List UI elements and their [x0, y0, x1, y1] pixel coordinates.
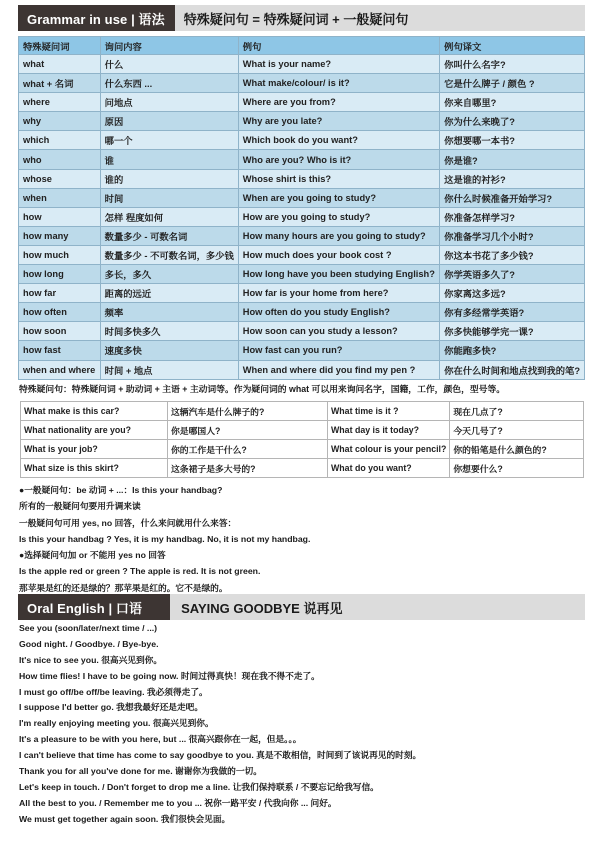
column-header: 例句译文: [440, 37, 585, 55]
phrase-line: It's a pleasure to be with you here, but ... 很高兴跟你在一起，但是。。。: [19, 734, 302, 745]
note-line: 那苹果是红的还是绿的？那苹果是红的。它不是绿的。: [19, 582, 228, 593]
table-header-row: [19, 37, 585, 55]
phrase-line: Good night. / Goodbye. / Bye-bye.: [19, 638, 159, 649]
table-row: [21, 459, 584, 478]
column-header: 特殊疑问词: [19, 37, 101, 55]
example-cell: What do you want?: [328, 459, 450, 478]
phrase-line: How time flies! I have to be going now. 时间过得真快！现在我不得不走了。: [19, 670, 320, 681]
table-row: [19, 188, 585, 207]
example-cell: Which book do you want?: [238, 131, 439, 150]
example-cell: Who are you? Who is it?: [238, 150, 439, 169]
example-cell: How soon can you study a lesson?: [238, 322, 439, 341]
example-cell: How are you going to study?: [238, 207, 439, 226]
translation-cell: 你的工作是干什么?: [168, 440, 328, 459]
phrase-line: It's nice to see you. 很高兴见到你。: [19, 654, 163, 665]
question-word-cell: how: [19, 207, 101, 226]
meaning-cell: 时间 + 地点: [100, 360, 238, 379]
example-cell: What time is it ?: [328, 402, 450, 421]
table-row: [19, 322, 585, 341]
example-cell: How long have you been studying English?: [238, 265, 439, 284]
question-word-cell: whose: [19, 169, 101, 188]
meaning-cell: 谁: [100, 150, 238, 169]
column-header: 询问内容: [100, 37, 238, 55]
translation-cell: 你想要哪一本书?: [440, 131, 585, 150]
grammar-section-header: [18, 5, 585, 31]
example-cell: What make is this car?: [21, 402, 168, 421]
translation-cell: 你是哪国人?: [168, 421, 328, 440]
what-examples-table: [20, 401, 584, 478]
question-word-cell: what: [19, 55, 101, 74]
question-word-cell: how many: [19, 226, 101, 245]
question-word-cell: who: [19, 150, 101, 169]
goodbye-phrases-list: [19, 621, 421, 828]
translation-cell: 你想要什么?: [450, 459, 584, 478]
meaning-cell: 数量多少 - 可数名词: [100, 226, 238, 245]
table-row: [19, 169, 585, 188]
table-row: [19, 341, 585, 360]
meaning-cell: 时间多快多久: [100, 322, 238, 341]
note-line: 所有的一般疑问句要用升调来读: [19, 501, 141, 512]
oral-section-title: SAYING GOODBYE 说再见: [181, 600, 343, 616]
grammar-section-tag: Grammar in use | 语法: [18, 5, 175, 31]
phrase-line: Let's keep in touch. / Don't forget to drop me a line. 让我们保持联系 / 不要忘记给我写信。: [19, 781, 379, 792]
translation-cell: 你家离这多远?: [440, 284, 585, 303]
translation-cell: 这辆汽车是什么牌子的?: [168, 402, 328, 421]
translation-cell: 这是谁的衬衫?: [440, 169, 585, 188]
example-cell: When are you going to study?: [238, 188, 439, 207]
translation-cell: 你能跑多快?: [440, 341, 585, 360]
note-line: Is the apple red or green ? The apple is red. It is not green.: [19, 566, 261, 577]
translation-cell: 你是谁?: [440, 150, 585, 169]
phrase-line: See you (soon/later/next time / ...): [19, 623, 158, 633]
translation-cell: 你准备怎样学习?: [440, 207, 585, 226]
example-cell: What is your job?: [21, 440, 168, 459]
meaning-cell: 频率: [100, 303, 238, 322]
phrase-line: I suppose I'd better go. 我想我最好还是走吧。: [19, 702, 204, 713]
question-word-cell: how far: [19, 284, 101, 303]
example-cell: What day is it today?: [328, 421, 450, 440]
meaning-cell: 速度多快: [100, 341, 238, 360]
question-word-cell: what + 名词: [19, 74, 101, 93]
translation-cell: 你学英语多久了?: [440, 265, 585, 284]
example-cell: Whose shirt is this?: [238, 169, 439, 188]
table-row: [19, 303, 585, 322]
meaning-cell: 怎样 程度如何: [100, 207, 238, 226]
example-cell: How many hours are you going to study?: [238, 226, 439, 245]
note-line: 一般疑问句可用 yes, no 回答，什么来问就用什么来答：: [19, 517, 237, 528]
structure-note: 特殊疑问句：特殊疑问词 + 助动词 + 主语 + 主动词等。作为疑问词的 what 可以用来询问名字，国籍，工作，颜色，型号等。: [19, 384, 506, 394]
question-word-cell: when and where: [19, 360, 101, 379]
note-line: Is this your handbag ? Yes, it is my handbag. No, it is not my handbag.: [19, 533, 311, 544]
example-cell: When and where did you find my pen ?: [238, 360, 439, 379]
note-line: ●选择疑问句加 or 不能用 yes no 回答: [19, 550, 166, 561]
question-word-cell: where: [19, 93, 101, 112]
table-row: [19, 207, 585, 226]
question-word-cell: how often: [19, 303, 101, 322]
example-cell: What nationality are you?: [21, 421, 168, 440]
translation-cell: 这条裙子是多大号的?: [168, 459, 328, 478]
question-word-cell: how soon: [19, 322, 101, 341]
question-word-cell: how much: [19, 245, 101, 264]
translation-cell: 今天几号了?: [450, 421, 584, 440]
table-row: [19, 112, 585, 131]
meaning-cell: 原因: [100, 112, 238, 131]
question-word-cell: how long: [19, 265, 101, 284]
general-question-notes: [19, 482, 310, 596]
meaning-cell: 什么东西 ...: [100, 74, 238, 93]
example-cell: How fast can you run?: [238, 341, 439, 360]
phrase-line: I can't believe that time has come to say goodbye to you. 真是不敢相信，时间到了该说再见的时刻。: [19, 750, 422, 761]
translation-cell: 你来自哪里?: [440, 93, 585, 112]
example-cell: How much does your book cost ?: [238, 245, 439, 264]
translation-cell: 你多快能够学完一课?: [440, 322, 585, 341]
grammar-section-title: 特殊疑问句 = 特殊疑问词 + 一般疑问句: [183, 11, 409, 27]
meaning-cell: 数量多少 - 不可数名词，多少钱: [100, 245, 238, 264]
table-row: [19, 245, 585, 264]
example-cell: What size is this skirt?: [21, 459, 168, 478]
translation-cell: 你有多经常学英语?: [440, 303, 585, 322]
translation-cell: 你的铅笔是什么颜色的?: [450, 440, 584, 459]
example-cell: Where are you from?: [238, 93, 439, 112]
translation-cell: 现在几点了?: [450, 402, 584, 421]
table-row: [19, 265, 585, 284]
translation-cell: 你在什么时间和地点找到我的笔?: [440, 360, 585, 379]
phrase-line: We must get together again soon. 我们很快会见面。: [19, 813, 231, 824]
meaning-cell: 什么: [100, 55, 238, 74]
table-row: [19, 150, 585, 169]
table-row: [19, 131, 585, 150]
meaning-cell: 谁的: [100, 169, 238, 188]
question-word-cell: why: [19, 112, 101, 131]
example-cell: How often do you study English?: [238, 303, 439, 322]
table-row: [19, 226, 585, 245]
translation-cell: 你为什么来晚了?: [440, 112, 585, 131]
meaning-cell: 哪一个: [100, 131, 238, 150]
meaning-cell: 距离的远近: [100, 284, 238, 303]
example-cell: Why are you late?: [238, 112, 439, 131]
table-row: [21, 402, 584, 421]
meaning-cell: 多长，多久: [100, 265, 238, 284]
example-cell: What colour is your pencil?: [328, 440, 450, 459]
table-row: [19, 284, 585, 303]
question-word-cell: when: [19, 188, 101, 207]
example-cell: What is your name?: [238, 55, 439, 74]
note-line: ●一般疑问句：be 动词 + ...：Is this your handbag?: [19, 485, 223, 495]
translation-cell: 你这本书花了多少钱?: [440, 245, 585, 264]
table-row: [19, 93, 585, 112]
phrase-line: I must go off/be off/be leaving. 我必须得走了。: [19, 686, 208, 697]
phrase-line: I'm really enjoying meeting you. 很高兴见到你。: [19, 718, 214, 729]
table-row: [21, 440, 584, 459]
translation-cell: 它是什么牌子 / 颜色 ?: [440, 74, 585, 93]
oral-section-header: [18, 594, 585, 620]
question-word-cell: which: [19, 131, 101, 150]
table-row: [19, 55, 585, 74]
table-row: [19, 360, 585, 379]
meaning-cell: 问地点: [100, 93, 238, 112]
example-cell: What make/colour/ is it?: [238, 74, 439, 93]
table-row: [21, 421, 584, 440]
question-word-cell: how fast: [19, 341, 101, 360]
translation-cell: 你准备学习几个小时?: [440, 226, 585, 245]
phrase-line: Thank you for all you've done for me. 谢谢你为我做的一切。: [19, 766, 262, 777]
meaning-cell: 时间: [100, 188, 238, 207]
question-words-table: [18, 36, 585, 380]
translation-cell: 你叫什么名字?: [440, 55, 585, 74]
phrase-line: All the best to you. / Remember me to you ... 祝你一路平安 / 代我向你 ... 问好。: [19, 797, 337, 808]
translation-cell: 你什么时候准备开始学习?: [440, 188, 585, 207]
oral-section-tag: Oral English | 口语: [18, 594, 170, 620]
table-row: [19, 74, 585, 93]
column-header: 例句: [238, 37, 439, 55]
example-cell: How far is your home from here?: [238, 284, 439, 303]
